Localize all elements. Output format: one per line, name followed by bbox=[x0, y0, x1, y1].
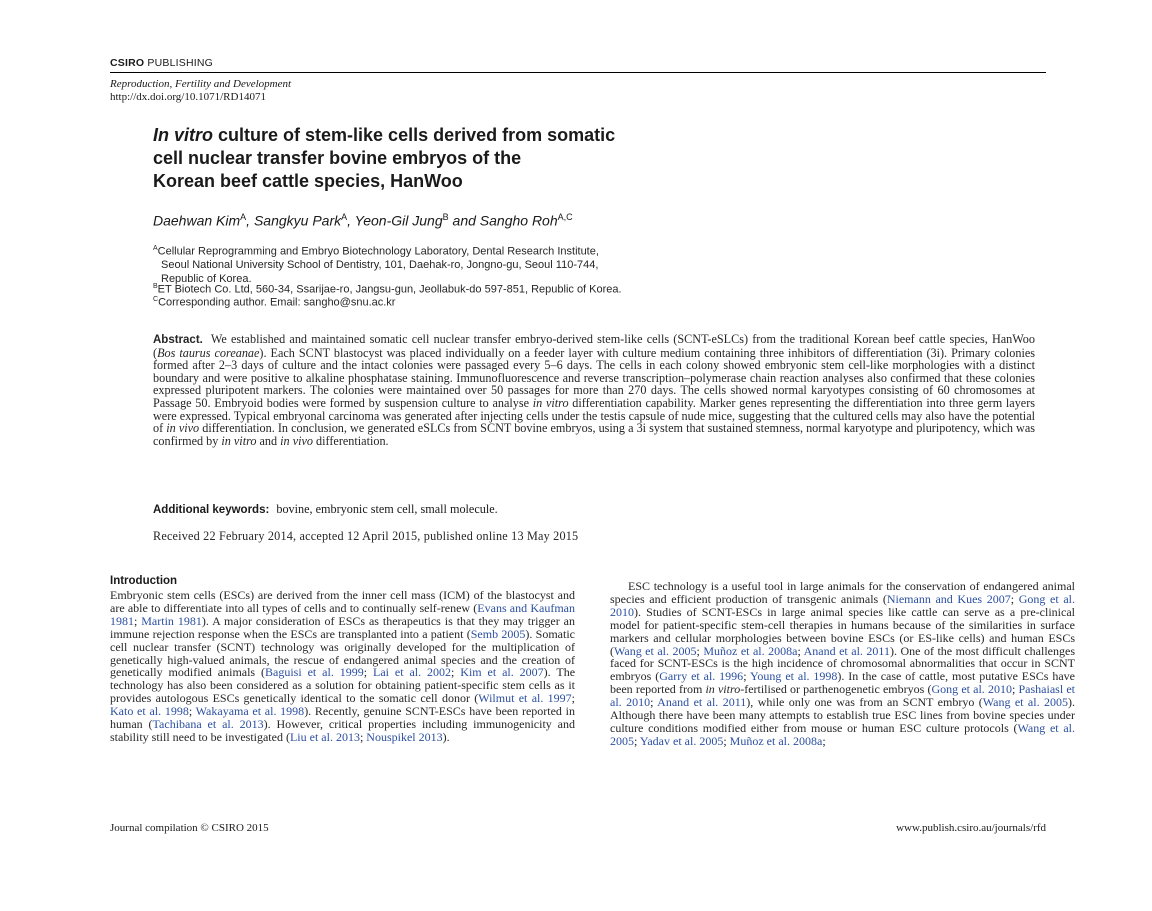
section-heading: Introduction bbox=[110, 575, 178, 587]
author-name: Sangkyu Park bbox=[253, 212, 342, 229]
citation-link[interactable]: Muñoz et al. 2008a bbox=[729, 733, 823, 748]
citation-link[interactable]: Wang et al. 2005 bbox=[610, 720, 1076, 748]
doi-link[interactable]: http://dx.doi.org/10.1071/RD14071 bbox=[110, 91, 266, 103]
author-name: Daehwan Kim bbox=[153, 212, 241, 229]
citation-link[interactable]: Evans and Kaufman 1981 bbox=[110, 600, 575, 628]
citation-link[interactable]: Anand et al. 2011 bbox=[803, 643, 890, 658]
citation-link[interactable]: Gong et al. 2010 bbox=[610, 591, 1075, 619]
citation-link[interactable]: Anand et al. 2011 bbox=[657, 695, 747, 710]
citation-link[interactable]: Tachibana et al. 2013 bbox=[152, 717, 264, 732]
paper-title: In vitro culture of stem-like cells derived from somatic cell nuclear transfer bovine embryos of the Korean beef cattle species, HanWoo bbox=[153, 125, 616, 191]
affiliation-a: $^A$Cellular Reprogramming and Embryo Biotechnology Laboratory, Dental Research Institute, Seoul National University School of Dentistry, 101, Daehak-ro, Jongno-gu, Seoul 110-744, Republic of Korea. bbox=[153, 245, 599, 285]
citation-link[interactable]: Niemann and Kues 2007 bbox=[886, 591, 1011, 606]
publisher-name: CSIRO PUBLISHING bbox=[110, 57, 213, 69]
citation-link[interactable]: Semb 2005 bbox=[470, 626, 526, 641]
citation-link[interactable]: Wang et al. 2005 bbox=[614, 643, 697, 658]
citation-link[interactable]: Pashaiasl et al. 2010 bbox=[610, 682, 1075, 710]
citation-link[interactable]: Nouspikel 2013 bbox=[366, 729, 443, 744]
author-list: Daehwan Kim$^A$, Sangkyu Park$^A$, Yeon-Gil Jung$^B$ and Sangho Roh$^{A,C}$ bbox=[153, 212, 573, 229]
author-name: Yeon-Gil Jung bbox=[354, 212, 443, 229]
affiliation-c: $^C$Corresponding author. Email: sangho@snu.ac.kr bbox=[153, 296, 396, 309]
author-name: Sangho Roh bbox=[479, 212, 558, 229]
citation-link[interactable]: Young et al. 1998 bbox=[749, 669, 838, 684]
footer-copyright: Journal compilation © CSIRO 2015 bbox=[110, 822, 269, 834]
intro-left-column: Embryonic stem cells (ESCs) are derived from the inner cell mass (ICM) of the blastocyst and are able to differentiate into all types of cells and to continually self-renew (Evans and Kaufman 1981; Martin 1981). A major consideration of ESCs as therapeutics is that they may trigger an immune rejection response when the ESCs are transplanted into a patient (Semb 2005). Somatic cell nuclear transfer (SCNT) technology was originally developed for the multiplication of genetically high-valued animals, the rescue of endangered animal species and the creation of genetically modified animals (Baguisi et al. 1999; Lai et al. 2002; Kim et al. 2007). The technology has also been considered as a solution for obtaining patient-specific stem cells as it provides autologous ESCs genetically identical to the somatic cell donor (Wilmut et al. 1997; Kato et al. 1998; Wakayama et al. 1998). Recently, genuine SCNT-ESCs have been reported in human (Tachibana et al. 2013). However, critical properties including immunogenicity and stability still need to be investigated (Liu et al. 2013; Nouspikel 2013). bbox=[110, 588, 576, 744]
citation-link[interactable]: Wakayama et al. 1998 bbox=[195, 704, 305, 719]
citation-link[interactable]: Kim et al. 2007 bbox=[460, 665, 544, 680]
keywords-label: Additional keywords: bbox=[153, 504, 270, 516]
citation-link[interactable]: Wang et al. 2005 bbox=[982, 695, 1068, 710]
citation-link[interactable]: Muñoz et al. 2008a bbox=[703, 643, 798, 658]
intro-right-column: ESC technology is a useful tool in large animals for the conservation of endangered animal species and efficient production of transgenic animals (Niemann and Kues 2007; Gong et al. 2010). Studies of SCNT-ESCs in large animal species like cattle can serve as a pre-clinical model for patient-specific stem-cell therapies in humans because of the similarities in surface markers and cellular morphologies between bovine ESCs (or ES-like cells) and human ESCs (Wang et al. 2005; Muñoz et al. 2008a; Anand et al. 2011). One of the most difficult challenges faced for SCNT-ESCs is the high incidence of chromosomal abnormalities that occur in SCNT embryos (Garry et al. 1996; Young et al. 1998). In the case of cattle, most putative ESCs have been reported from in vitro-fertilised or parthenogenetic embryos (Gong et al. 2010; Pashaiasl et al. 2010; Anand et al. 2011), while only one was from an SCNT embryo (Wang et al. 2005). Although there have been many attempts to establish true ESC lines from bovine species under culture conditions modified either from mouse or human ESC culture protocols (Wang et al. 2005; Yadav et al. 2005; Muñoz et al. 2008a; bbox=[610, 579, 1076, 748]
citation-link[interactable]: Baguisi et al. 1999 bbox=[265, 665, 364, 680]
citation-link[interactable]: Martin 1981 bbox=[141, 613, 202, 628]
received-dates: Received 22 February 2014, accepted 12 April 2015, published online 13 May 2015 bbox=[153, 529, 579, 543]
citation-link[interactable]: Wilmut et al. 1997 bbox=[478, 691, 572, 706]
citation-link[interactable]: Kato et al. 1998 bbox=[110, 704, 189, 719]
abstract: Abstract. We established and maintained somatic cell nuclear transfer embryo-derived stem-like cells (SCNT-eSLCs) from the traditional Korean beef cattle species, HanWoo (Bos taurus coreanae). Each SCNT blastocyst was placed individually on a feeder layer with culture medium containing three inhibitors of differentiation (3i). Primary colonies formed after 2–3 days of culture and the intact colonies were passaged every 5–6 days. The cells in each colony showed embryonic stem cell-like morphologies with a distinct boundary and were positive to alkaline phosphatase staining. Immunofluorescence and reverse transcription–polymerase chain reaction analyses also confirmed that these colonies expressed pluripotent markers. The colonies were maintained over 50 passages for more than 270 days. The cells showed normal karyotypes consisting of 60 chromosomes at Passage 50. Embryoid bodies were formed by suspension culture to analyse in vitro differentiation capability. Marker genes representing the differentiation into three germ layers were expressed. Typical embryonal carcinoma was generated after injecting cells under the testis capsule of nude mice, suggesting that the cultured cells may also have the potential of in vivo differentiation. In conclusion, we generated eSLCs from SCNT bovine embryos, using a 3i system that sustained stemness, normal karyotype and pluripotency, which was confirmed by in vitro and in vivo differentiation. bbox=[153, 332, 1036, 448]
citation-link[interactable]: Gong et al. 2010 bbox=[931, 682, 1012, 697]
citation-link[interactable]: Lai et al. 2002 bbox=[372, 665, 452, 680]
citation-link[interactable]: Liu et al. 2013 bbox=[289, 729, 360, 744]
journal-name: Reproduction, Fertility and Development bbox=[110, 78, 292, 90]
footer-url[interactable]: www.publish.csiro.au/journals/rfd bbox=[896, 822, 1046, 834]
citation-link[interactable]: Garry et al. 1996 bbox=[659, 669, 744, 684]
keywords: Additional keywords: bovine, embryonic stem cell, small molecule. bbox=[153, 502, 498, 516]
affiliation-b: $^B$ET Biotech Co. Ltd, 560-34, Ssarijae-ro, Jangsu-gun, Jeollabuk-do 597-851, Republic of Korea. bbox=[153, 283, 622, 296]
citation-link[interactable]: Yadav et al. 2005 bbox=[639, 733, 724, 748]
header-rule bbox=[110, 72, 1046, 73]
abstract-label: Abstract. bbox=[153, 334, 203, 346]
